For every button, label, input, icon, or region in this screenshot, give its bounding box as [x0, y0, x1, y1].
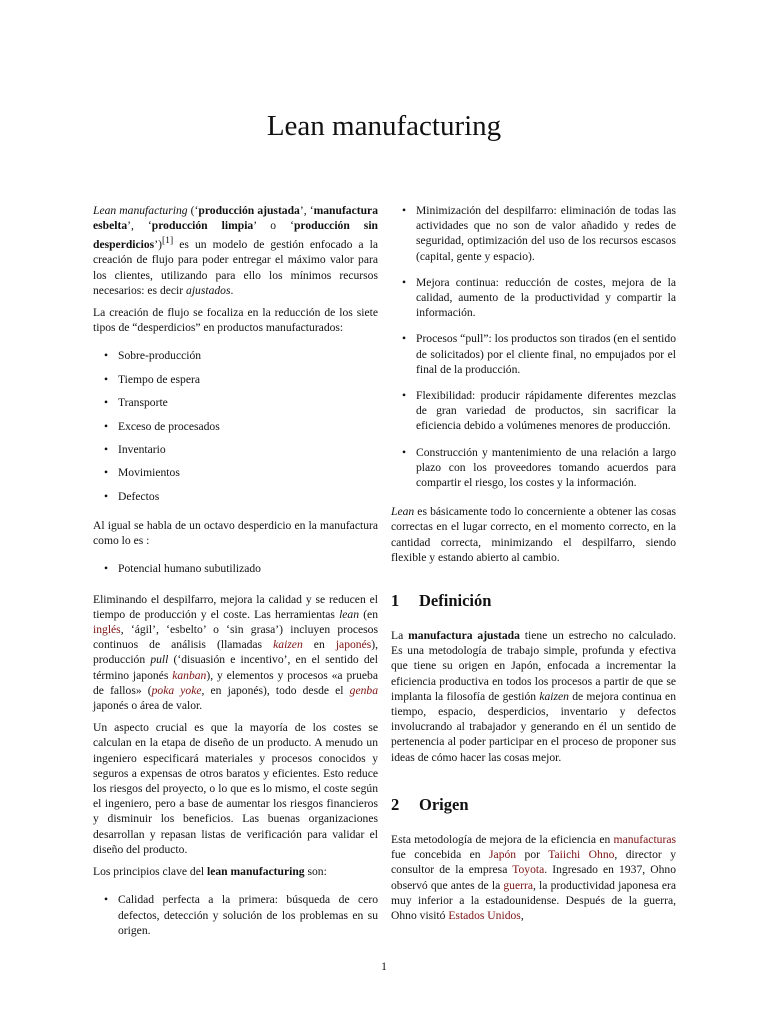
link-guerra[interactable]: guerra — [503, 878, 533, 892]
origin-paragraph: Esta metodología de mejora de la eficiencia en manufacturas fue concebida en Japón por Taiichi Ohno, director y consultor de la empresa Toyota. Ingresado en 1937, Ohno observó que antes de la guerra, la productividad japonesa era muy inferior a la estadounidense. Después de la guerra, Ohno visitó Estados Unidos, — [391, 832, 677, 922]
elimination-paragraph: Eliminando el despilfarro, mejora la calidad y se reducen el tiempo de producción y el coste. Las herramientas lean (en inglés, ‘ágil’, ‘esbelto’ o ‘sin grasa’) incluyen procesos continuos de análisis (llamadas kaizen en japonés), producción pull (‘disuasión e incentivo’, en el sentido del término japonés kanban), y elementos y procesos «a prueba de fallos» (poka yoke, en japonés), todo desde el genba japonés o área de valor. — [93, 592, 379, 713]
section-heading-origen: 2 Origen — [391, 794, 469, 814]
flow-paragraph: La creación de flujo se focaliza en la reducción de los siete tipos de “desperdicios” en productos manufacturados: — [93, 306, 378, 335]
link-toyota[interactable]: Toyota — [512, 863, 545, 877]
section-heading-definicion: 1 Definición — [391, 591, 492, 611]
reference-link[interactable]: [1] — [161, 235, 174, 247]
principles-list — [93, 892, 378, 938]
eighth-waste-list — [93, 561, 378, 576]
link-kanban[interactable]: kanban — [172, 668, 207, 682]
list-item: • Mejora continua: reducción de costes, mejora de la calidad, aumento de la productividad y compartir la información. — [391, 275, 676, 321]
link-genba[interactable]: genba — [349, 683, 378, 697]
link-ingles[interactable]: inglés — [93, 623, 121, 637]
eighth-waste-paragraph: Al igual se habla de un octavo desperdicio en la manufactura como lo es : — [93, 519, 378, 548]
link-japones[interactable]: japonés — [335, 638, 372, 652]
list-item: • Movimientos — [93, 465, 378, 480]
left-column — [93, 203, 378, 949]
link-poka-yoke[interactable]: poka yoke — [151, 683, 202, 697]
list-item: • Defectos — [93, 489, 378, 504]
right-column — [391, 203, 676, 930]
list-item: • Flexibilidad: producir rápidamente diferentes mezclas de gran variedad de productos, sin sacrificar la eficiencia debido a volúmenes menores de producción. — [391, 388, 676, 434]
list-item: • Procesos “pull”: los productos son tirados (en el sentido de solicitados) por el cliente final, no empujados por el final de la producción. — [391, 331, 676, 377]
page-number: 1 — [381, 960, 387, 973]
page-title: Lean manufacturing — [266, 110, 502, 142]
list-item: • Potencial humano subutilizado — [93, 561, 378, 576]
link-kaizen[interactable]: kaizen — [273, 638, 303, 652]
list-item: • Inventario — [93, 442, 378, 457]
intro-paragraph: Lean manufacturing (‘producción ajustada’, ‘manufactura esbelta’, ‘producción limpia’ o ‘producción sin desperdicios’)[1] es un modelo de gestión enfocado a la creación de flujo para poder entregar el máximo valor para los clientes, utilizando para ello los mínimos recursos necesarios: es decir ajustados. — [93, 204, 378, 297]
list-item: • Construcción y mantenimiento de una relación a largo plazo con los proveedores tomando acuerdos para compartir el riesgo, los costes y la información. — [391, 445, 676, 491]
list-item: • Tiempo de espera — [93, 372, 378, 387]
link-taiichi-ohno[interactable]: Taiichi Ohno — [548, 848, 615, 862]
list-item: • Minimización del despilfarro: eliminación de todas las actividades que no son de valor añadido y redes de seguridad, optimización del uso de los recursos escasos (capital, gente y espacio). — [391, 203, 676, 264]
wastes-list — [93, 348, 378, 504]
list-item: • Transporte — [93, 395, 378, 410]
list-item: • Sobre-producción — [93, 348, 378, 363]
link-estados-unidos[interactable]: Estados Unidos — [448, 908, 521, 922]
principles-list-continued — [391, 203, 676, 490]
list-item: • Calidad perfecta a la primera: búsqueda de cero defectos, detección y solución de los problemas en su origen. — [93, 892, 378, 938]
lean-paragraph: Lean es básicamente todo lo concerniente a obtener las cosas correctas en el lugar correcto, en el momento correcto, en la cantidad correcta, minimizando el despilfarro, siendo flexible y estando abierto al cambio. — [391, 505, 676, 564]
crucial-paragraph: Un aspecto crucial es que la mayoría de los costes se calculan en la etapa de diseño de un producto. A menudo un ingeniero especificará materiales y procesos conocidos y seguros a expensas de otros baratos y eficientes. Esto reduce los riesgos del proyecto, o lo que es lo mismo, el coste según el ingeniero, pero a base de aumentar los riesgos financieros y disminuir los beneficios. Las buenas organizaciones desarrollan y repasan listas de verificación para validar el diseño del producto. — [93, 721, 378, 856]
list-item: • Exceso de procesados — [93, 419, 378, 434]
principles-paragraph: Los principios clave del lean manufacturing son: — [93, 865, 327, 879]
definition-paragraph: La manufactura ajustada tiene un estrecho no calculado. Es una metodología de trabajo simple, profunda y efectiva que tiene su origen en Japón, enfocada a incrementar la eficiencia productiva en todos los procesos a partir de que se implanta la filosofía de gestión kaizen de mejora continua en tiempo, espacio, desperdicios, inventario y defectos involucrando al trabajador y generando en él un sentido de pertenencia al poder participar en el proceso de proponer sus ideas de cómo hacer las cosas mejor. — [391, 629, 677, 764]
link-manufacturas[interactable]: manufacturas — [613, 832, 676, 846]
link-japon[interactable]: Japón — [489, 848, 517, 862]
